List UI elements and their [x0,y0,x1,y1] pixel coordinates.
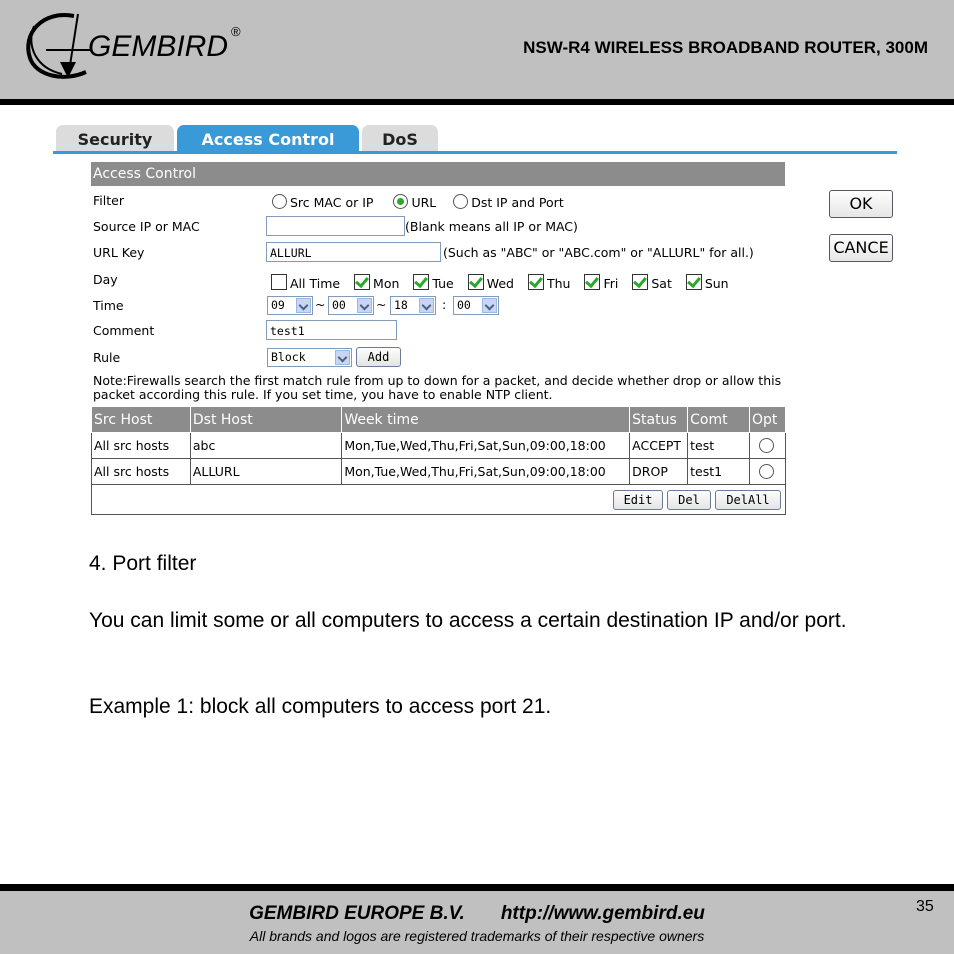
url-key-hint: (Such as "ABC" or "ABC.com" or "ALLURL" for all.) [443,245,754,260]
tab-access-control[interactable]: Access Control [177,125,359,152]
url-key-label: URL Key [93,245,145,260]
action-cell [92,485,786,515]
rule-label: Rule [93,350,121,365]
delete-button[interactable]: Del [667,490,711,510]
day-tue[interactable]: Tue [413,276,453,291]
day-label: Day [93,272,118,287]
filter-src-mac-ip[interactable]: Src MAC or IP [272,195,373,210]
start-minute-select[interactable]: 00 [328,296,374,315]
cell-week-time: Mon,Tue,Wed,Thu,Fri,Sat,Sun,09:00,18:00 [342,433,630,459]
checkbox-checked-icon[interactable] [632,274,648,290]
chevron-down-icon[interactable] [335,350,350,365]
rule-select[interactable]: Block [267,348,352,367]
cell-dst-host: abc [190,433,341,459]
cancel-button[interactable]: CANCE [829,234,893,262]
radio-icon[interactable] [272,194,287,209]
row-select-radio[interactable] [759,438,774,453]
day-wed[interactable]: Wed [468,276,514,291]
end-hour-select[interactable]: 18 [390,296,436,315]
section-heading: 4. Port filter [89,552,197,575]
table-header-row [92,407,786,433]
product-title: NSW-R4 WIRELESS BROADBAND ROUTER, 300M [523,38,928,57]
table-action-row [92,485,786,515]
column-header: Comt [688,407,750,433]
header-divider [0,99,954,105]
checkbox-checked-icon[interactable] [686,274,702,290]
panel-title: Access Control [91,162,785,186]
chevron-down-icon[interactable] [419,298,434,313]
column-header: Dst Host [190,407,341,433]
checkbox-icon[interactable] [271,274,287,290]
day-all-time[interactable]: All Time [271,276,340,291]
time-separator: ~ [315,297,326,312]
cell-week-time: Mon,Tue,Wed,Thu,Fri,Sat,Sun,09:00,18:00 [342,459,630,485]
column-header: Week time [342,407,630,433]
add-button[interactable]: Add [356,347,401,367]
row-select-radio[interactable] [759,464,774,479]
cell-status: DROP [630,459,688,485]
day-options [271,274,729,291]
column-header: Opt [750,407,786,433]
checkbox-checked-icon[interactable] [528,274,544,290]
source-hint: (Blank means all IP or MAC) [405,219,578,234]
rules-table [91,406,786,515]
ok-button[interactable]: OK [829,190,893,218]
brand-name: GEMBIRD [88,30,229,63]
cell-status: ACCEPT [630,433,688,459]
day-fri[interactable]: Fri [584,276,618,291]
time-label: Time [93,298,124,313]
comment-label: Comment [93,323,155,338]
footer-divider [0,884,954,891]
tab-security[interactable]: Security [56,125,174,152]
description-paragraph: You can limit some or all computers to access a certain destination IP and/or port. [89,609,847,632]
day-sun[interactable]: Sun [686,276,729,291]
checkbox-checked-icon[interactable] [468,274,484,290]
cell-opt [750,433,786,459]
page-number: 35 [916,898,934,915]
filter-url[interactable]: URL [393,195,436,210]
tab-underline [53,151,897,154]
company-name: GEMBIRD EUROPE B.V. [249,903,465,924]
chevron-down-icon[interactable] [357,298,372,313]
checkbox-checked-icon[interactable] [584,274,600,290]
url-key-input[interactable]: ALLURL [266,242,441,262]
day-thu[interactable]: Thu [528,276,570,291]
cell-src-host: All src hosts [92,433,191,459]
table-row [92,433,786,459]
firewall-note: Note:Firewalls search the first match rule from up to down for a packet, and decide whether drop or allow this packet according this rule. If you set time, you have to enable NTP client. [93,373,782,402]
source-label: Source IP or MAC [93,219,200,234]
end-minute-select[interactable]: 00 [453,296,499,315]
checkbox-checked-icon[interactable] [354,274,370,290]
tab-dos[interactable]: DoS [362,125,438,152]
cell-comment: test1 [688,459,750,485]
radio-selected-icon[interactable] [393,194,408,209]
filter-options [272,194,564,210]
cell-comment: test [688,433,750,459]
radio-icon[interactable] [453,194,468,209]
time-colon: : [442,297,447,312]
chevron-down-icon[interactable] [296,298,311,313]
time-separator: ~ [376,297,387,312]
example-text: Example 1: block all computers to access port 21. [89,695,552,718]
day-sat[interactable]: Sat [632,276,672,291]
table-row [92,459,786,485]
source-input[interactable] [266,216,405,236]
edit-button[interactable]: Edit [613,490,663,510]
cell-opt [750,459,786,485]
company-url[interactable]: http://www.gembird.eu [500,903,705,924]
registered-mark: ® [231,24,241,39]
filter-label: Filter [93,193,124,208]
chevron-down-icon[interactable] [482,298,497,313]
comment-input[interactable]: test1 [266,320,397,340]
trademark-notice: All brands and logos are registered trademarks of their respective owners [249,928,705,944]
filter-dst-ip-port[interactable]: Dst IP and Port [453,195,563,210]
checkbox-checked-icon[interactable] [413,274,429,290]
cell-src-host: All src hosts [92,459,191,485]
day-mon[interactable]: Mon [354,276,399,291]
column-header: Src Host [92,407,191,433]
cell-dst-host: ALLURL [190,459,341,485]
start-hour-select[interactable]: 09 [267,296,313,315]
column-header: Status [630,407,688,433]
footer-company-line [0,903,954,925]
delete-all-button[interactable]: DelAll [715,490,781,510]
